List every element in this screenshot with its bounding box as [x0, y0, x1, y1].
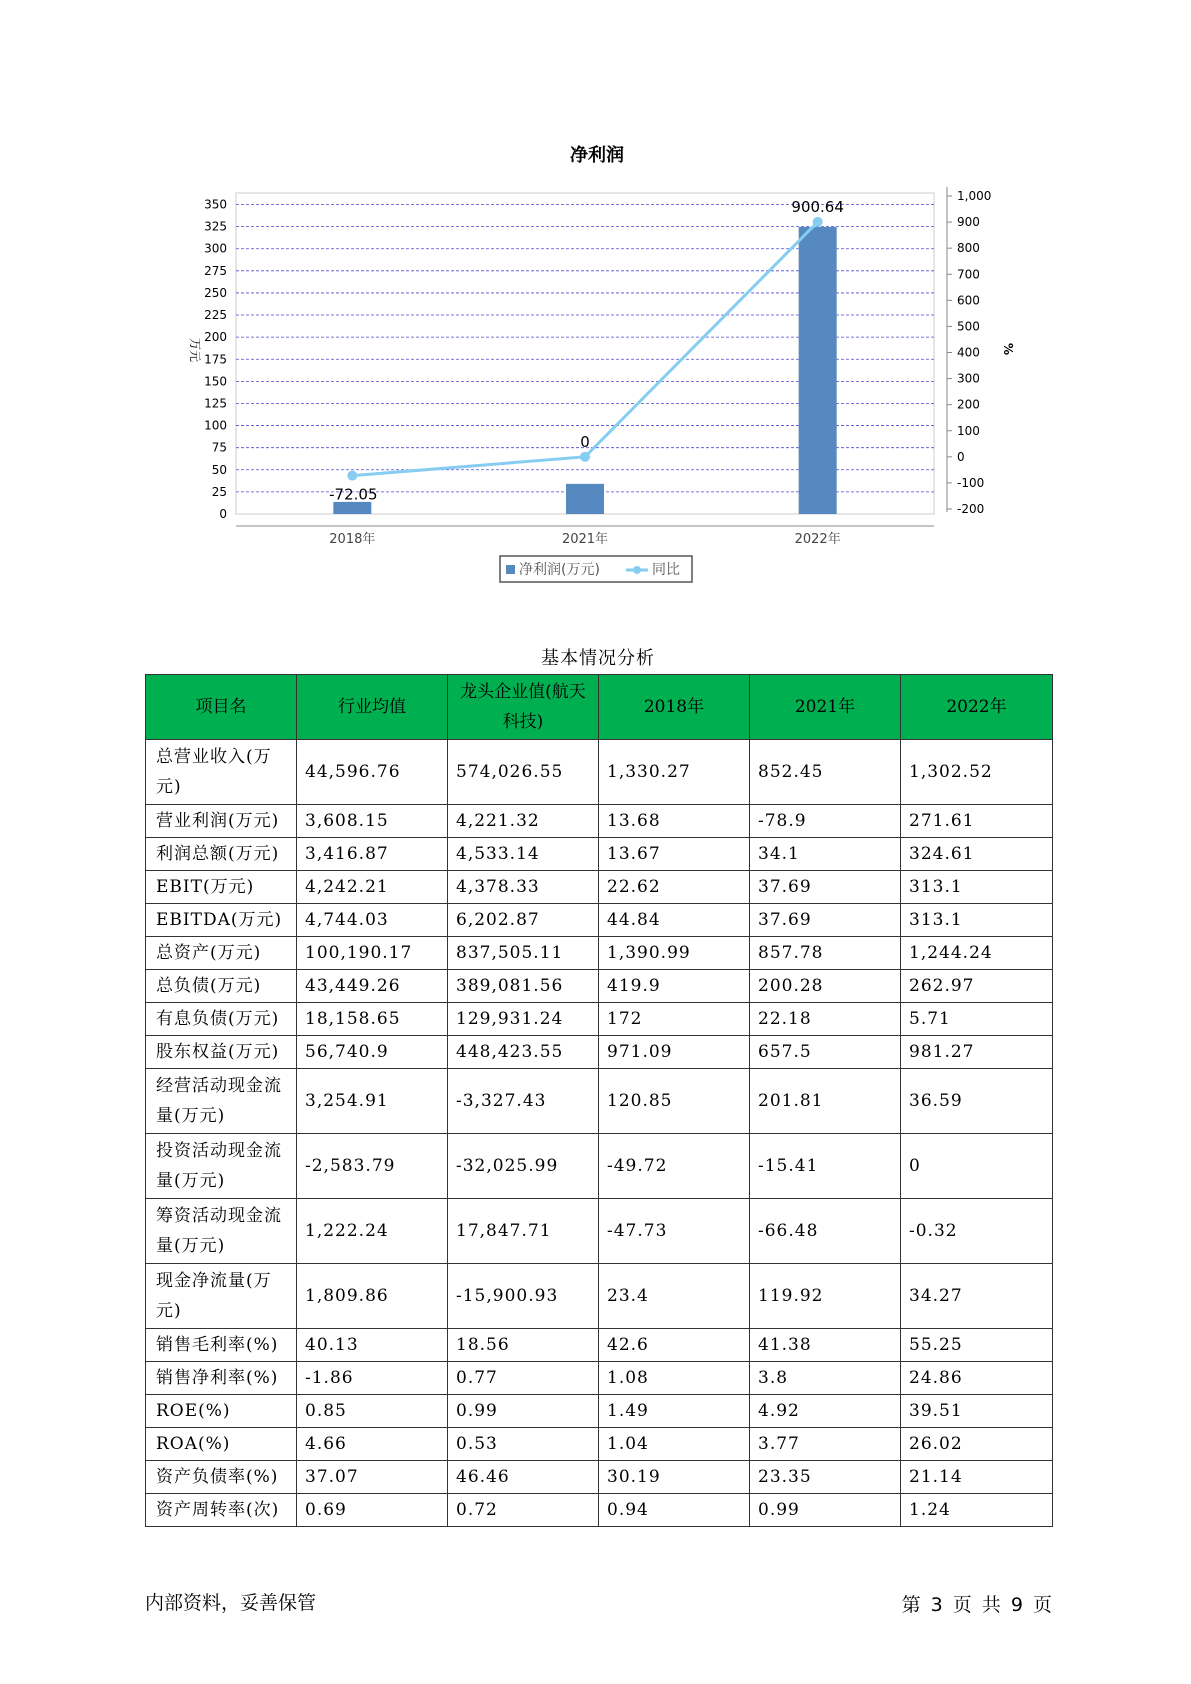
bar: [333, 502, 371, 514]
table-row: [146, 838, 1053, 871]
value-cell: 3,416.87: [297, 838, 448, 871]
yoy-data-label: -72.05: [329, 485, 378, 504]
y2-tick-label: -100: [957, 475, 985, 490]
y2-tick-label: 0: [957, 449, 965, 464]
value-cell: 39.51: [901, 1395, 1053, 1428]
value-cell: -78.9: [750, 805, 901, 838]
value-cell: 3.8: [750, 1362, 901, 1395]
value-cell: 981.27: [901, 1036, 1053, 1069]
value-cell: 46.46: [448, 1461, 599, 1494]
table-header-cell: 2022年: [901, 675, 1053, 740]
y2-tick-label: 700: [957, 267, 980, 282]
table-row: [146, 1264, 1053, 1329]
value-cell: 271.61: [901, 805, 1053, 838]
legend-line-label: 同比: [652, 562, 680, 578]
row-label-cell: 利润总额(万元): [146, 838, 297, 871]
value-cell: 21.14: [901, 1461, 1053, 1494]
table-header-cell: 龙头企业值(航天科技): [448, 675, 599, 740]
table-row: [146, 1003, 1053, 1036]
row-label-cell: 资产周转率(次): [146, 1494, 297, 1527]
footer-page-number: 第 3 页 共 9 页: [901, 1594, 1052, 1616]
value-cell: 4,744.03: [297, 904, 448, 937]
value-cell: 0.99: [448, 1395, 599, 1428]
value-cell: 857.78: [750, 937, 901, 970]
value-cell: 4,378.33: [448, 871, 599, 904]
y-tick-label: 225: [204, 308, 227, 323]
row-label-cell: EBITDA(万元): [146, 904, 297, 937]
value-cell: 4,533.14: [448, 838, 599, 871]
value-cell: 3.77: [750, 1428, 901, 1461]
table-row: [146, 1329, 1053, 1362]
yoy-data-label: 900.64: [791, 197, 844, 216]
value-cell: 34.27: [901, 1264, 1053, 1329]
y2-tick-label: -200: [957, 502, 985, 516]
value-cell: 1.08: [599, 1362, 750, 1395]
y2-tick-label: 400: [957, 345, 980, 360]
table-header-cell: 2018年: [599, 675, 750, 740]
y-tick-label: 75: [211, 440, 227, 455]
value-cell: 44.84: [599, 904, 750, 937]
row-label-cell: 销售毛利率(%): [146, 1329, 297, 1362]
row-label-cell: 营业利润(万元): [146, 805, 297, 838]
value-cell: -32,025.99: [448, 1134, 599, 1199]
value-cell: 4.92: [750, 1395, 901, 1428]
x-tick-label: 2021年: [561, 532, 609, 547]
row-label-cell: 股东权益(万元): [146, 1036, 297, 1069]
table-row: [146, 904, 1053, 937]
table-header-cell: 行业均值: [297, 675, 448, 740]
row-label-cell: 经营活动现金流量(万元): [146, 1069, 297, 1134]
table-row: [146, 1494, 1053, 1527]
value-cell: 129,931.24: [448, 1003, 599, 1036]
chart-title: 净利润: [570, 145, 624, 166]
value-cell: 24.86: [901, 1362, 1053, 1395]
table-row: [146, 871, 1053, 904]
table-row: [146, 740, 1053, 805]
y-tick-label: 300: [204, 241, 227, 256]
y-tick-label: 350: [204, 197, 227, 212]
value-cell: 1.49: [599, 1395, 750, 1428]
y2-tick-label: 100: [957, 423, 980, 438]
value-cell: 36.59: [901, 1069, 1053, 1134]
x-tick-label: 2018年: [329, 532, 376, 547]
legend-line-marker: [633, 566, 641, 574]
value-cell: 0.53: [448, 1428, 599, 1461]
value-cell: 37.69: [750, 904, 901, 937]
value-cell: 55.25: [901, 1329, 1053, 1362]
row-label-cell: 总营业收入(万元): [146, 740, 297, 805]
value-cell: -47.73: [599, 1199, 750, 1264]
y2-tick-label: 300: [957, 371, 980, 386]
value-cell: 574,026.55: [448, 740, 599, 805]
table-row: [146, 1461, 1053, 1494]
value-cell: 23.4: [599, 1264, 750, 1329]
value-cell: 100,190.17: [297, 937, 448, 970]
value-cell: 172: [599, 1003, 750, 1036]
row-label-cell: 总资产(万元): [146, 937, 297, 970]
row-label-cell: 有息负债(万元): [146, 1003, 297, 1036]
y2-tick-label: 1,000: [957, 189, 992, 203]
value-cell: 200.28: [750, 970, 901, 1003]
value-cell: 3,254.91: [297, 1069, 448, 1134]
value-cell: 37.69: [750, 871, 901, 904]
table-row: [146, 1069, 1053, 1134]
row-label-cell: ROA(%): [146, 1428, 297, 1461]
table-row: [146, 1428, 1053, 1461]
table-row: [146, 937, 1053, 970]
value-cell: -49.72: [599, 1134, 750, 1199]
value-cell: 1,809.86: [297, 1264, 448, 1329]
value-cell: -3,327.43: [448, 1069, 599, 1134]
table-row: [146, 1395, 1053, 1428]
value-cell: 4,242.21: [297, 871, 448, 904]
value-cell: 0.99: [750, 1494, 901, 1527]
table-row: [146, 1199, 1053, 1264]
value-cell: 0: [901, 1134, 1053, 1199]
value-cell: 5.71: [901, 1003, 1053, 1036]
yoy-point: [580, 452, 590, 462]
value-cell: 419.9: [599, 970, 750, 1003]
table-body: [146, 740, 1053, 1527]
value-cell: 1,330.27: [599, 740, 750, 805]
legend-bar-label: 净利润(万元): [519, 562, 600, 578]
value-cell: 17,847.71: [448, 1199, 599, 1264]
y-tick-label: 325: [204, 219, 227, 234]
value-cell: 4.66: [297, 1428, 448, 1461]
value-cell: 3,608.15: [297, 805, 448, 838]
value-cell: 1,390.99: [599, 937, 750, 970]
value-cell: 0.77: [448, 1362, 599, 1395]
table-row: [146, 1362, 1053, 1395]
value-cell: 389,081.56: [448, 970, 599, 1003]
value-cell: 22.62: [599, 871, 750, 904]
table-row: [146, 1036, 1053, 1069]
y2-axis-title: %: [1001, 342, 1015, 356]
value-cell: 0.85: [297, 1395, 448, 1428]
value-cell: 313.1: [901, 871, 1053, 904]
y-tick-label: 200: [204, 330, 227, 345]
y-tick-label: 25: [211, 484, 227, 499]
yoy-point: [347, 471, 357, 481]
bar: [799, 227, 837, 514]
value-cell: 56,740.9: [297, 1036, 448, 1069]
y-tick-label: 125: [204, 396, 227, 411]
footer-confidential-note: 内部资料，妥善保管: [145, 1592, 317, 1614]
value-cell: 18.56: [448, 1329, 599, 1362]
y-tick-label: 0: [219, 507, 227, 521]
value-cell: 1,302.52: [901, 740, 1053, 805]
y-tick-label: 50: [211, 462, 227, 477]
value-cell: 13.68: [599, 805, 750, 838]
row-label-cell: ROE(%): [146, 1395, 297, 1428]
x-tick-label: 2022年: [794, 532, 841, 547]
net-profit-chart: [0, 0, 1191, 600]
y2-tick-label: 900: [957, 215, 980, 230]
value-cell: 1,222.24: [297, 1199, 448, 1264]
row-label-cell: 筹资活动现金流量(万元): [146, 1199, 297, 1264]
value-cell: 262.97: [901, 970, 1053, 1003]
value-cell: -0.32: [901, 1199, 1053, 1264]
value-cell: -66.48: [750, 1199, 901, 1264]
value-cell: 44,596.76: [297, 740, 448, 805]
legend-bar-swatch: [506, 565, 515, 574]
value-cell: 324.61: [901, 838, 1053, 871]
table-header-cell: 2021年: [750, 675, 901, 740]
y2-tick-label: 200: [957, 397, 980, 412]
table-row: [146, 805, 1053, 838]
yoy-point: [813, 217, 823, 227]
value-cell: 26.02: [901, 1428, 1053, 1461]
value-cell: 6,202.87: [448, 904, 599, 937]
value-cell: 120.85: [599, 1069, 750, 1134]
row-label-cell: 资产负债率(%): [146, 1461, 297, 1494]
value-cell: 201.81: [750, 1069, 901, 1134]
value-cell: 119.92: [750, 1264, 901, 1329]
y2-tick-label: 800: [957, 241, 980, 256]
value-cell: 0.69: [297, 1494, 448, 1527]
value-cell: 43,449.26: [297, 970, 448, 1003]
y-tick-label: 275: [204, 263, 227, 278]
value-cell: 42.6: [599, 1329, 750, 1362]
value-cell: 971.09: [599, 1036, 750, 1069]
row-label-cell: 销售净利率(%): [146, 1362, 297, 1395]
y-tick-label: 175: [204, 352, 227, 367]
value-cell: 0.94: [599, 1494, 750, 1527]
value-cell: 1.24: [901, 1494, 1053, 1527]
row-label-cell: 现金净流量(万元): [146, 1264, 297, 1329]
table-header-row: [146, 675, 1053, 740]
y-tick-label: 250: [204, 285, 227, 300]
value-cell: 23.35: [750, 1461, 901, 1494]
value-cell: -2,583.79: [297, 1134, 448, 1199]
y-tick-label: 100: [204, 418, 227, 433]
value-cell: 18,158.65: [297, 1003, 448, 1036]
bar: [566, 484, 604, 514]
value-cell: 313.1: [901, 904, 1053, 937]
value-cell: 837,505.11: [448, 937, 599, 970]
table-header-cell: 项目名: [146, 675, 297, 740]
table-row: [146, 970, 1053, 1003]
value-cell: 34.1: [750, 838, 901, 871]
value-cell: 852.45: [750, 740, 901, 805]
value-cell: 41.38: [750, 1329, 901, 1362]
table-title: 基本情况分析: [541, 648, 655, 669]
value-cell: 30.19: [599, 1461, 750, 1494]
chart-canvas: [0, 0, 1191, 600]
value-cell: 448,423.55: [448, 1036, 599, 1069]
yoy-data-label: 0: [580, 432, 590, 451]
value-cell: 1.04: [599, 1428, 750, 1461]
row-label-cell: EBIT(万元): [146, 871, 297, 904]
y-axis-title: 万元: [188, 337, 202, 363]
basic-analysis-table: [145, 674, 1053, 1527]
value-cell: 37.07: [297, 1461, 448, 1494]
row-label-cell: 总负债(万元): [146, 970, 297, 1003]
value-cell: 4,221.32: [448, 805, 599, 838]
y2-tick-label: 500: [957, 319, 980, 334]
value-cell: 22.18: [750, 1003, 901, 1036]
row-label-cell: 投资活动现金流量(万元): [146, 1134, 297, 1199]
value-cell: 1,244.24: [901, 937, 1053, 970]
y-tick-label: 150: [204, 374, 227, 389]
y2-tick-label: 600: [957, 293, 980, 308]
value-cell: 0.72: [448, 1494, 599, 1527]
value-cell: 13.67: [599, 838, 750, 871]
value-cell: 657.5: [750, 1036, 901, 1069]
value-cell: -15,900.93: [448, 1264, 599, 1329]
value-cell: -1.86: [297, 1362, 448, 1395]
value-cell: 40.13: [297, 1329, 448, 1362]
table-row: [146, 1134, 1053, 1199]
value-cell: -15.41: [750, 1134, 901, 1199]
